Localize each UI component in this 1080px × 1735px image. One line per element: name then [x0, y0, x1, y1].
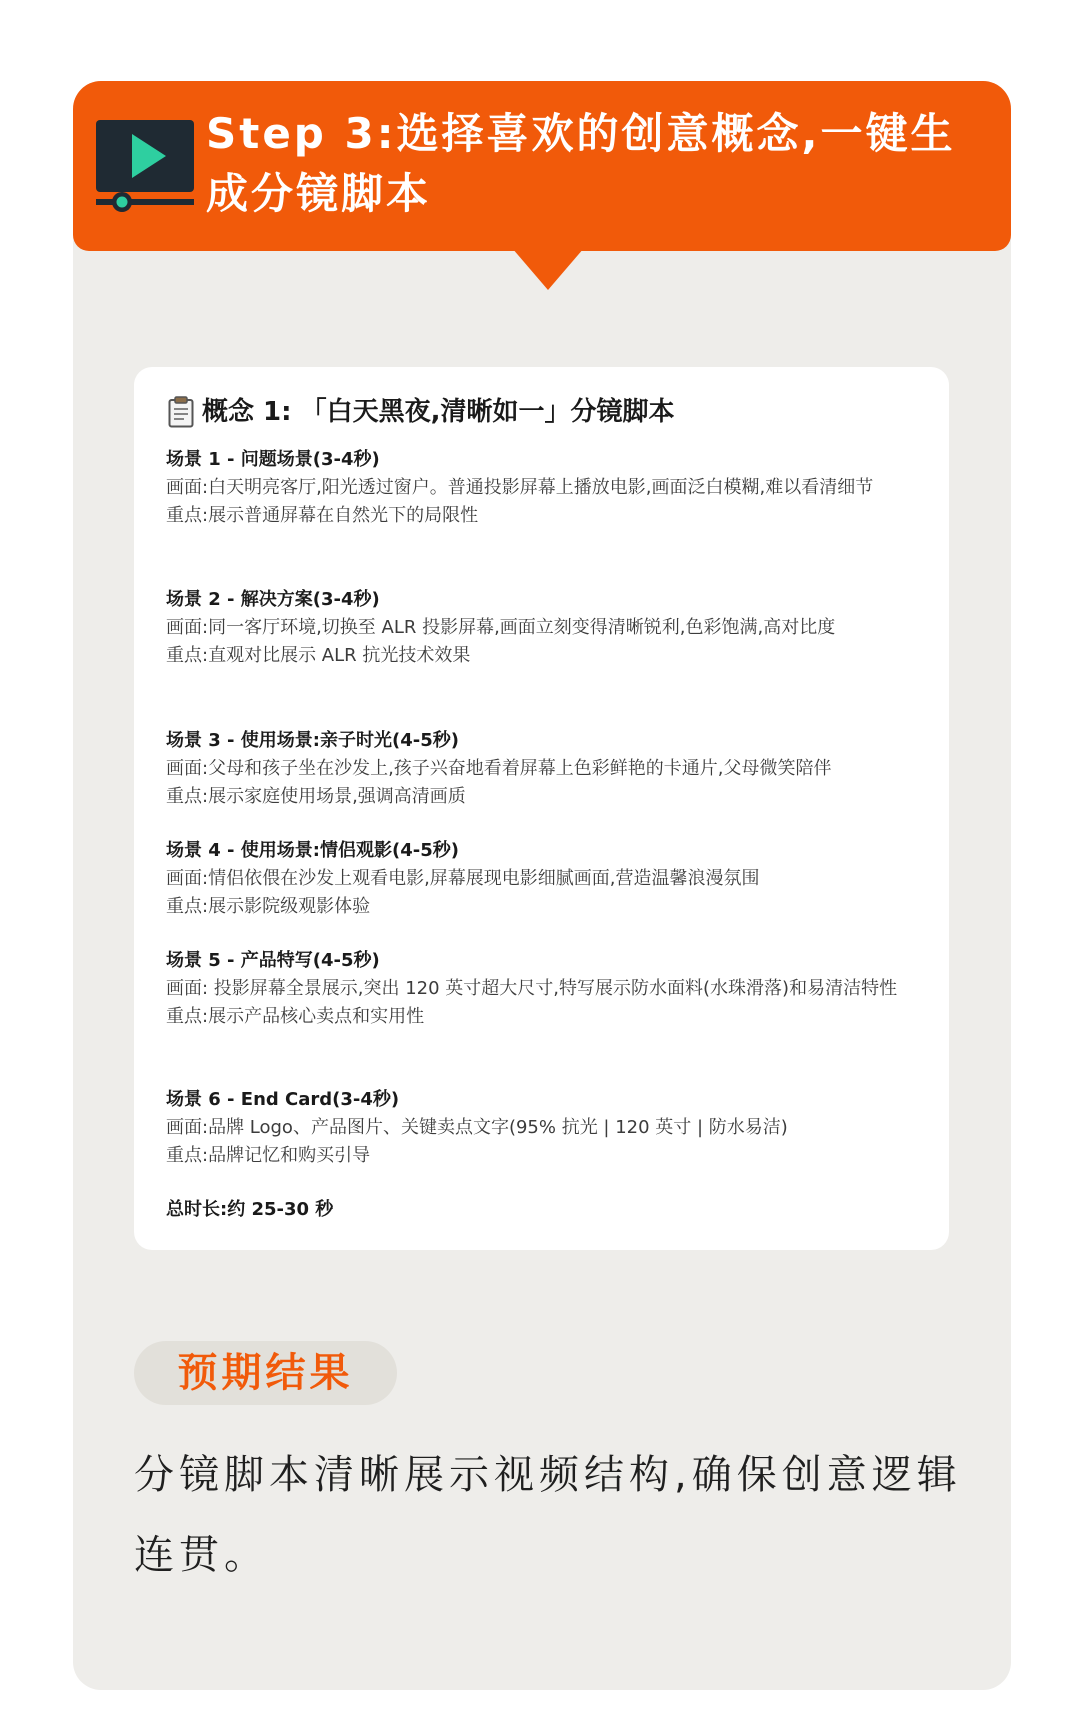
scene-block-1 [166, 446, 936, 530]
scene-block-3 [166, 727, 936, 811]
scene-heading: 场景 1 - 问题场景(3-4秒) [166, 449, 380, 470]
scene-block-6 [166, 1086, 936, 1170]
scene-visual: 画面:品牌 Logo、产品图片、关键卖点文字(95% 抗光 | 120 英寸 | 防水易洁) [166, 1117, 788, 1138]
scene-visual: 画面:情侣依偎在沙发上观看电影,屏幕展现电影细腻画面,营造温馨浪漫氛围 [166, 868, 760, 889]
scene-heading: 场景 6 - End Card(3-4秒) [166, 1089, 400, 1110]
total-duration: 总时长:约 25-30 秒 [166, 1199, 334, 1220]
scene-heading: 场景 5 - 产品特写(4-5秒) [166, 950, 380, 971]
scene-block-5 [166, 947, 936, 1031]
scene-focus: 重点:展示影院级观影体验 [166, 896, 371, 917]
clipboard-icon [168, 396, 194, 428]
scene-block-4 [166, 837, 936, 921]
scene-block-2 [166, 586, 936, 670]
step-title: Step 3:选择喜欢的创意概念,一键生成分镜脚本 [206, 109, 956, 218]
scene-heading: 场景 3 - 使用场景:亲子时光(4-5秒) [166, 730, 459, 751]
scene-visual: 画面:同一客厅环境,切换至 ALR 投影屏幕,画面立刻变得清晰锐利,色彩饱满,高对比度 [166, 617, 836, 638]
concept-heading [168, 392, 938, 432]
scene-focus: 重点:直观对比展示 ALR 抗光技术效果 [166, 645, 471, 666]
concept-title: 概念 1: 「白天黑夜,清晰如一」分镜脚本 [202, 397, 675, 427]
scene-focus: 重点:展示产品核心卖点和实用性 [166, 1006, 425, 1027]
scene-focus: 重点:品牌记忆和购买引导 [166, 1145, 371, 1166]
expected-result-badge: 预期结果 [134, 1341, 397, 1405]
header-pointer [512, 248, 584, 290]
scene-heading: 场景 4 - 使用场景:情侣观影(4-5秒) [166, 840, 459, 861]
scene-focus: 重点:展示家庭使用场景,强调高清画质 [166, 786, 466, 807]
scene-visual: 画面:父母和孩子坐在沙发上,孩子兴奋地看着屏幕上色彩鲜艳的卡通片,父母微笑陪伴 [166, 758, 832, 779]
scene-visual: 画面: 投影屏幕全景展示,突出 120 英寸超大尺寸,特写展示防水面料(水珠滑落)和易清洁特性 [166, 978, 898, 999]
scene-heading: 场景 2 - 解决方案(3-4秒) [166, 589, 380, 610]
scene-visual: 画面:白天明亮客厅,阳光透过窗户。普通投影屏幕上播放电影,画面泛白模糊,难以看清细节 [166, 477, 874, 498]
video-player-icon [96, 118, 194, 214]
expected-result-text: 分镜脚本清晰展示视频结构,确保创意逻辑连贯。 [134, 1452, 962, 1578]
scene-focus: 重点:展示普通屏幕在自然光下的局限性 [166, 505, 479, 526]
